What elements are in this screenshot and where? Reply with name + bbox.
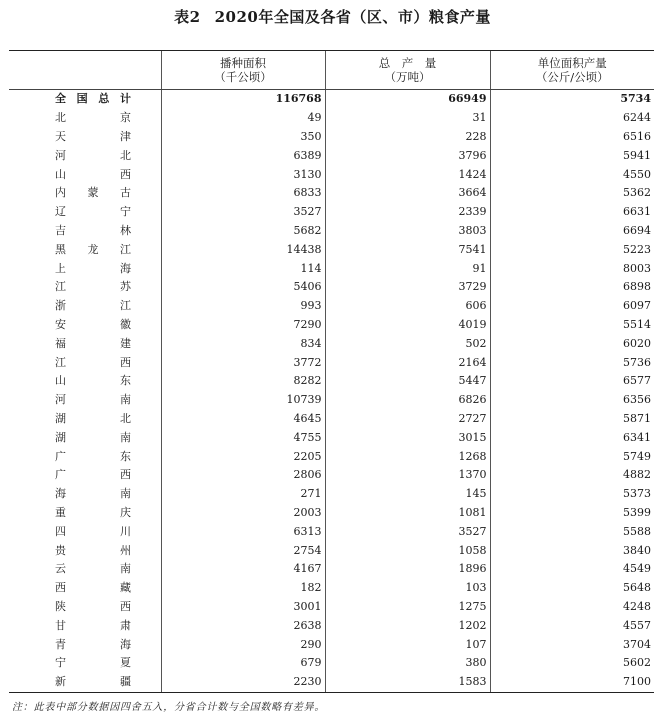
table-row [9, 466, 654, 485]
total-output-cell: 103 [325, 579, 490, 598]
region-name [9, 541, 161, 560]
yield-cell: 6577 [490, 372, 654, 391]
yield-cell: 5373 [490, 485, 654, 504]
sown-area-cell: 49 [161, 109, 325, 128]
region-name [9, 316, 161, 335]
region-name [9, 579, 161, 598]
region-name [9, 466, 161, 485]
total-output-cell: 4019 [325, 316, 490, 335]
yield-cell: 5734 [490, 90, 654, 109]
region-name-text: 湖北 [55, 411, 131, 425]
region-name-text: 浙江 [55, 299, 131, 313]
region-name [9, 673, 161, 692]
table-body [9, 90, 654, 693]
region-name-text: 陕西 [55, 599, 131, 613]
sown-area-cell: 2205 [161, 447, 325, 466]
sown-area-cell: 14438 [161, 240, 325, 259]
yield-cell: 6898 [490, 278, 654, 297]
region-name-text: 甘肃 [55, 618, 131, 632]
table-row [9, 428, 654, 447]
region-name-text: 江苏 [55, 280, 131, 294]
sown-area-cell: 271 [161, 485, 325, 504]
table-row [9, 278, 654, 297]
table-row [9, 128, 654, 147]
region-name-text: 广西 [55, 468, 131, 482]
yield-cell: 4882 [490, 466, 654, 485]
region-name [9, 635, 161, 654]
table-row [9, 240, 654, 259]
sown-area-cell: 114 [161, 259, 325, 278]
table-row [9, 316, 654, 335]
table-row [9, 259, 654, 278]
region-name-text: 江西 [55, 355, 131, 369]
region-name [9, 109, 161, 128]
table-title [0, 6, 665, 27]
sown-area-cell: 350 [161, 128, 325, 147]
yield-cell: 6694 [490, 222, 654, 241]
region-name-text: 安徽 [55, 317, 131, 331]
total-output-cell: 1896 [325, 560, 490, 579]
sown-area-cell: 116768 [161, 90, 325, 109]
region-name [9, 146, 161, 165]
total-output-cell: 3015 [325, 428, 490, 447]
sown-area-cell: 3130 [161, 165, 325, 184]
region-name-text: 全国总计 [55, 92, 131, 106]
sown-area-cell: 3001 [161, 598, 325, 617]
total-output-cell: 3527 [325, 522, 490, 541]
region-name [9, 447, 161, 466]
total-output-cell: 1424 [325, 165, 490, 184]
header-yield-label: 单位面积产量 [537, 56, 607, 70]
region-name [9, 297, 161, 316]
region-name-text: 河北 [55, 148, 131, 162]
total-output-cell: 5447 [325, 372, 490, 391]
table-row [9, 165, 654, 184]
sown-area-cell: 2754 [161, 541, 325, 560]
region-name [9, 184, 161, 203]
region-name [9, 372, 161, 391]
region-name-text: 山东 [55, 374, 131, 388]
table-row [9, 616, 654, 635]
yield-cell: 5362 [490, 184, 654, 203]
total-output-cell: 3729 [325, 278, 490, 297]
region-name-text: 天津 [55, 129, 131, 143]
table-row [9, 447, 654, 466]
yield-cell: 6244 [490, 109, 654, 128]
table-row [9, 222, 654, 241]
total-output-cell: 1268 [325, 447, 490, 466]
total-output-cell: 6826 [325, 391, 490, 410]
table-row [9, 391, 654, 410]
table-row [9, 635, 654, 654]
total-output-cell: 1275 [325, 598, 490, 617]
table-row-total [9, 90, 654, 109]
yield-cell: 5588 [490, 522, 654, 541]
region-name [9, 165, 161, 184]
region-name-text: 上海 [55, 261, 131, 275]
yield-cell: 5399 [490, 504, 654, 523]
total-output-cell: 1202 [325, 616, 490, 635]
total-output-cell: 1583 [325, 673, 490, 692]
total-output-cell: 3803 [325, 222, 490, 241]
table-row [9, 353, 654, 372]
region-name [9, 90, 161, 109]
yield-cell: 8003 [490, 259, 654, 278]
table-row [9, 372, 654, 391]
region-name-text: 广东 [55, 449, 131, 463]
table-row [9, 504, 654, 523]
region-name-text: 云南 [55, 562, 131, 576]
header-region [9, 51, 161, 90]
region-name-text: 重庆 [55, 505, 131, 519]
header-yield [490, 51, 654, 90]
table-row [9, 203, 654, 222]
sown-area-cell: 8282 [161, 372, 325, 391]
table-row [9, 560, 654, 579]
sown-area-cell: 4167 [161, 560, 325, 579]
total-output-cell: 66949 [325, 90, 490, 109]
region-name [9, 428, 161, 447]
yield-cell: 4550 [490, 165, 654, 184]
region-name-text: 山西 [55, 167, 131, 181]
header-sown-area-label: 播种面积 [220, 56, 266, 70]
sown-area-cell: 182 [161, 579, 325, 598]
region-name [9, 240, 161, 259]
yield-cell: 5223 [490, 240, 654, 259]
total-output-cell: 502 [325, 334, 490, 353]
yield-cell: 6097 [490, 297, 654, 316]
sown-area-cell: 2230 [161, 673, 325, 692]
table-row [9, 598, 654, 617]
region-name [9, 203, 161, 222]
sown-area-cell: 3527 [161, 203, 325, 222]
sown-area-cell: 6833 [161, 184, 325, 203]
region-name-text: 四川 [55, 524, 131, 538]
yield-cell: 6341 [490, 428, 654, 447]
sown-area-cell: 834 [161, 334, 325, 353]
yield-cell: 4248 [490, 598, 654, 617]
region-name [9, 222, 161, 241]
table-row [9, 485, 654, 504]
header-yield-unit: （公斤/公顷） [535, 70, 609, 84]
table-row [9, 184, 654, 203]
total-output-cell: 2164 [325, 353, 490, 372]
yield-cell: 5514 [490, 316, 654, 335]
region-name-text: 河南 [55, 393, 131, 407]
table-row [9, 654, 654, 673]
total-output-cell: 1370 [325, 466, 490, 485]
yield-cell: 3840 [490, 541, 654, 560]
yield-cell: 5871 [490, 410, 654, 429]
total-output-cell: 91 [325, 259, 490, 278]
sown-area-cell: 3772 [161, 353, 325, 372]
yield-cell: 5749 [490, 447, 654, 466]
region-name-text: 新疆 [55, 675, 131, 689]
sown-area-cell: 6389 [161, 146, 325, 165]
header-sown-area-unit: （千公顷） [214, 70, 272, 84]
yield-cell: 4549 [490, 560, 654, 579]
header-sown-area [161, 51, 325, 90]
sown-area-cell: 4645 [161, 410, 325, 429]
header-total-output-unit: （万吨） [384, 70, 431, 84]
total-output-cell: 3664 [325, 184, 490, 203]
table-title-text: 2020年全国及各省（区、市）粮食产量 [214, 8, 491, 26]
total-output-cell: 606 [325, 297, 490, 316]
table-row [9, 297, 654, 316]
region-name-text: 湖南 [55, 430, 131, 444]
table-row [9, 109, 654, 128]
total-output-cell: 1081 [325, 504, 490, 523]
region-name [9, 522, 161, 541]
region-name-text: 青海 [55, 637, 131, 651]
region-name [9, 654, 161, 673]
region-name [9, 334, 161, 353]
yield-cell: 5602 [490, 654, 654, 673]
region-name-text: 黑龙江 [55, 242, 131, 256]
region-name-text: 北京 [55, 111, 131, 125]
table-row [9, 410, 654, 429]
region-name [9, 128, 161, 147]
yield-cell: 5648 [490, 579, 654, 598]
total-output-cell: 7541 [325, 240, 490, 259]
region-name-text: 贵州 [55, 543, 131, 557]
region-name-text: 西藏 [55, 581, 131, 595]
region-name [9, 485, 161, 504]
sown-area-cell: 679 [161, 654, 325, 673]
yield-cell: 6516 [490, 128, 654, 147]
sown-area-cell: 4755 [161, 428, 325, 447]
region-name [9, 259, 161, 278]
total-output-cell: 2339 [325, 203, 490, 222]
sown-area-cell: 2003 [161, 504, 325, 523]
sown-area-cell: 2806 [161, 466, 325, 485]
table-row [9, 334, 654, 353]
region-name-text: 内蒙古 [55, 186, 131, 200]
yield-cell: 7100 [490, 673, 654, 692]
sown-area-cell: 993 [161, 297, 325, 316]
header-total-output [325, 51, 490, 90]
region-name-text: 海南 [55, 487, 131, 501]
region-name [9, 391, 161, 410]
sown-area-cell: 10739 [161, 391, 325, 410]
region-name [9, 560, 161, 579]
table-row [9, 673, 654, 692]
sown-area-cell: 2638 [161, 616, 325, 635]
yield-cell: 6356 [490, 391, 654, 410]
table-number: 表2 [174, 8, 201, 26]
total-output-cell: 107 [325, 635, 490, 654]
sown-area-cell: 7290 [161, 316, 325, 335]
region-name [9, 616, 161, 635]
grain-output-table [9, 50, 654, 693]
sown-area-cell: 6313 [161, 522, 325, 541]
region-name-text: 吉林 [55, 223, 131, 237]
region-name-text: 辽宁 [55, 205, 131, 219]
yield-cell: 4557 [490, 616, 654, 635]
yield-cell: 6631 [490, 203, 654, 222]
region-name [9, 504, 161, 523]
total-output-cell: 228 [325, 128, 490, 147]
total-output-cell: 3796 [325, 146, 490, 165]
table-row [9, 541, 654, 560]
header-total-output-label: 总 产 量 [378, 56, 437, 70]
table-row [9, 522, 654, 541]
region-name [9, 410, 161, 429]
total-output-cell: 1058 [325, 541, 490, 560]
total-output-cell: 380 [325, 654, 490, 673]
total-output-cell: 2727 [325, 410, 490, 429]
sown-area-cell: 5406 [161, 278, 325, 297]
region-name [9, 598, 161, 617]
total-output-cell: 145 [325, 485, 490, 504]
table-footnote: 注：此表中部分数据因四舍五入，分省合计数与全国数略有差异。 [12, 702, 326, 713]
region-name-text: 福建 [55, 336, 131, 350]
yield-cell: 6020 [490, 334, 654, 353]
yield-cell: 5941 [490, 146, 654, 165]
table-header-row [9, 51, 654, 90]
table-row [9, 146, 654, 165]
table-row [9, 579, 654, 598]
yield-cell: 3704 [490, 635, 654, 654]
yield-cell: 5736 [490, 353, 654, 372]
sown-area-cell: 290 [161, 635, 325, 654]
region-name-text: 宁夏 [55, 656, 131, 670]
total-output-cell: 31 [325, 109, 490, 128]
region-name [9, 278, 161, 297]
region-name [9, 353, 161, 372]
sown-area-cell: 5682 [161, 222, 325, 241]
